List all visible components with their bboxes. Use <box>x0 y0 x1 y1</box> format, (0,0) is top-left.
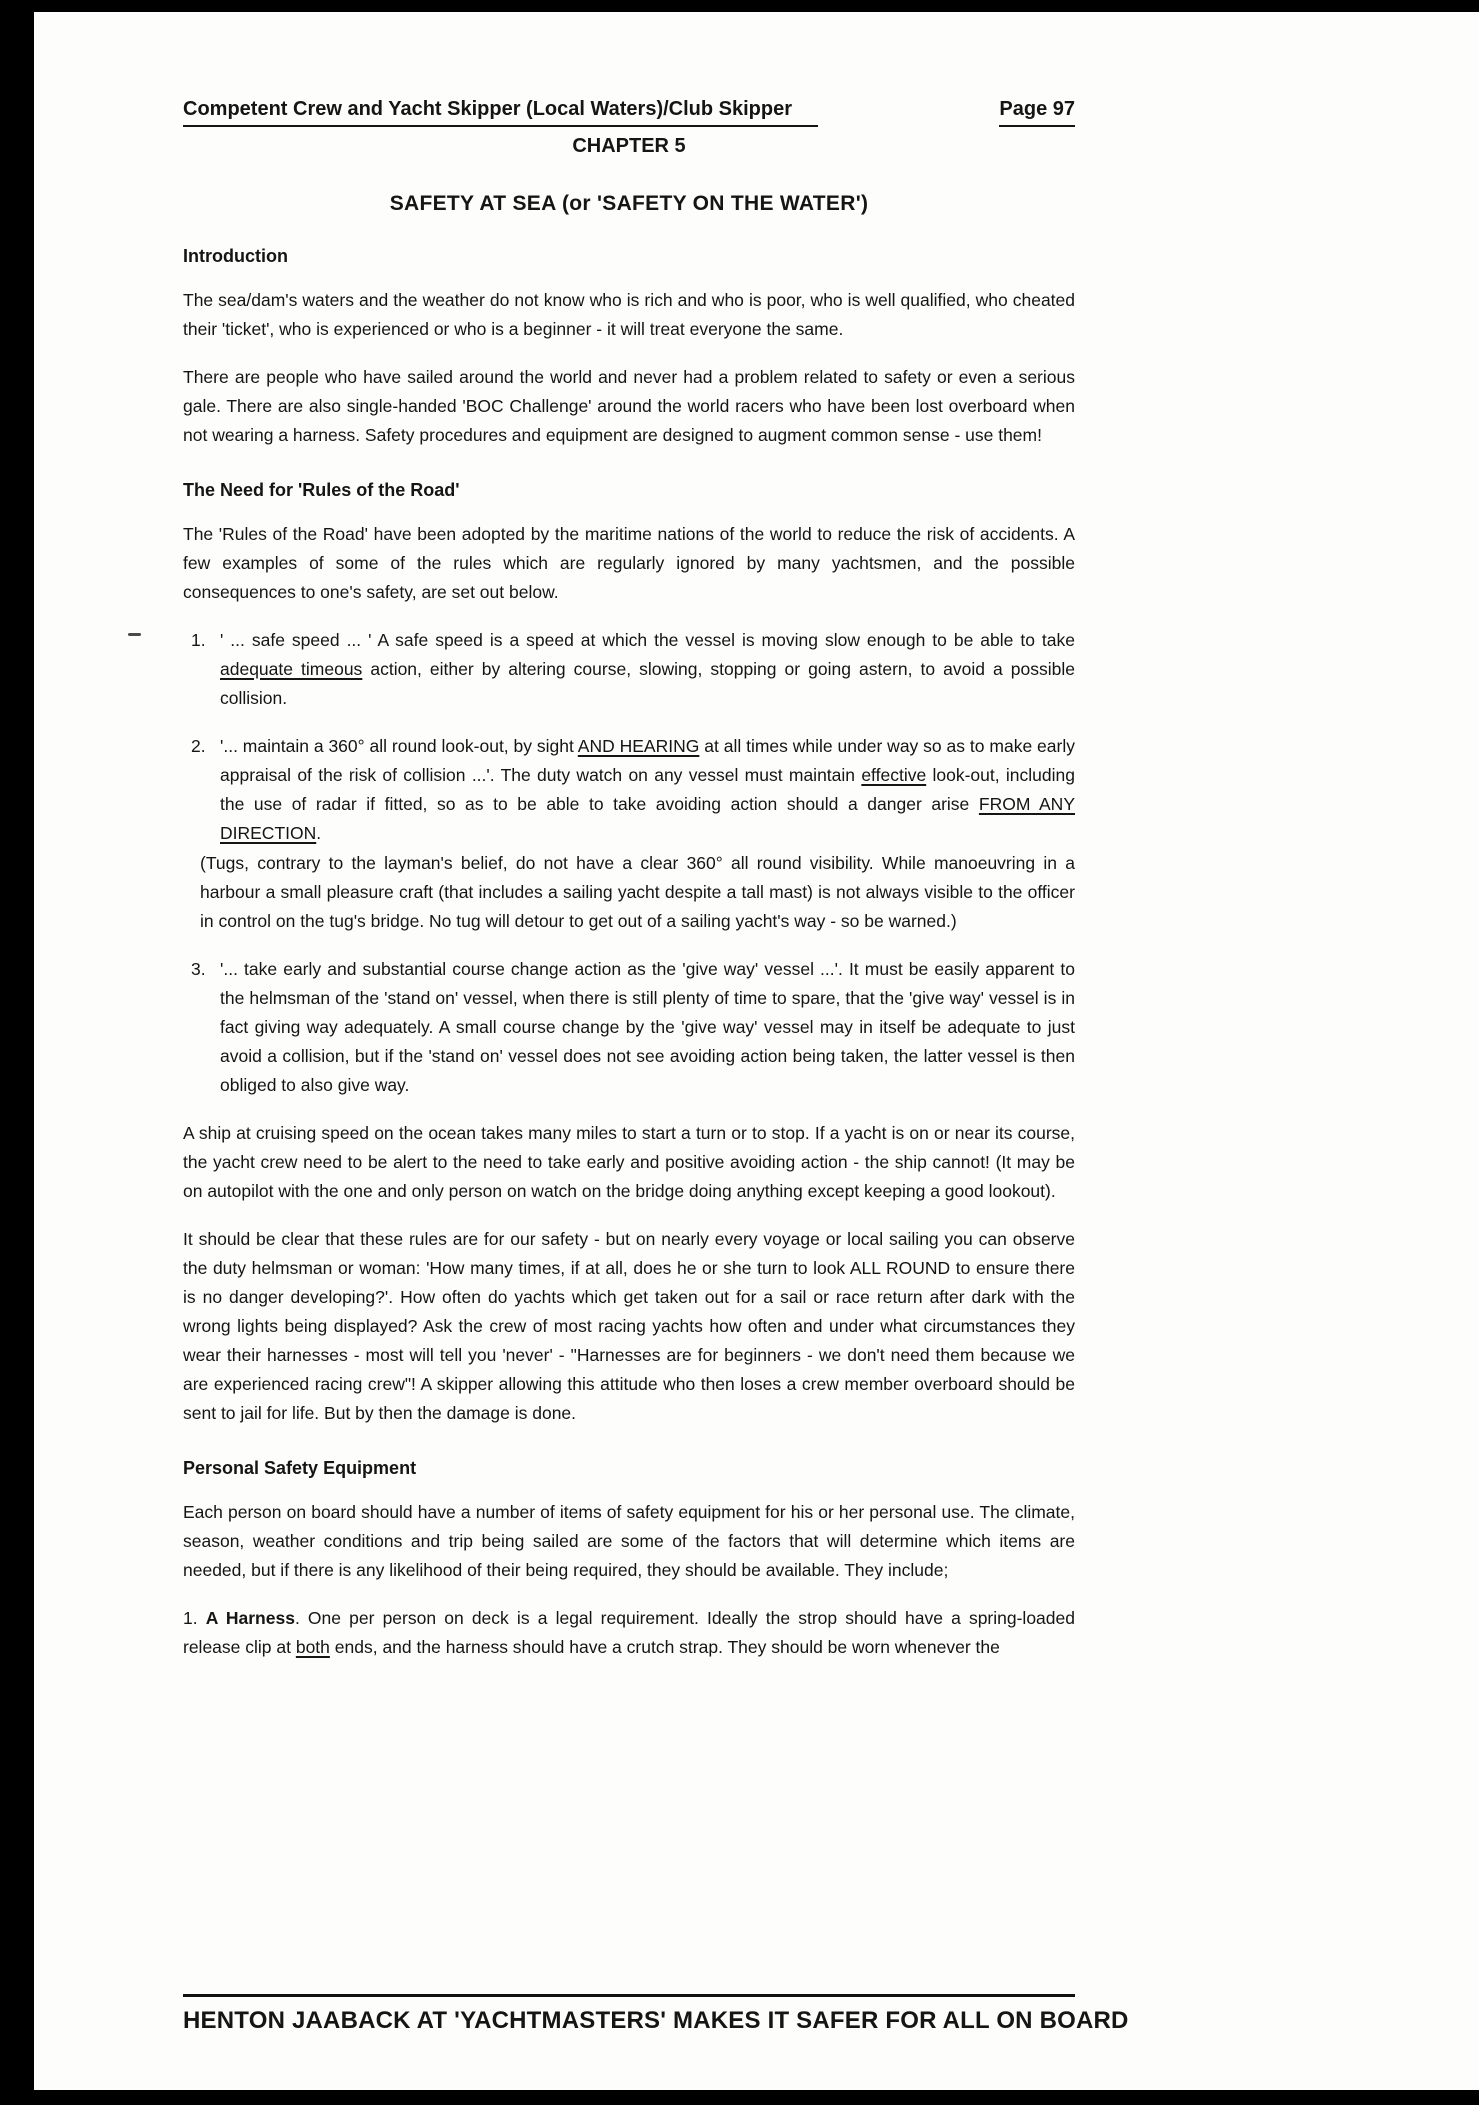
rule-item-3-text: '... take early and substantial course change action as the 'give way' vessel ...'. It must be easily apparent to the helmsman of the 'stand on' vessel, when there is still plenty of time to spare, that the 'give way' vessel is in fact giving way adequately. A small course change by the 'give way' vessel may in itself be adequate to just avoid a collision, but if the 'stand on' vessel does not see avoiding action being taken, the latter vessel is then obliged to also give way. <box>220 959 1075 1095</box>
rule-item-3-number: 3. <box>191 959 206 979</box>
running-header-title: Competent Crew and Yacht Skipper (Local Waters)/Club Skipper <box>183 98 818 127</box>
page-number: Page 97 <box>999 98 1075 127</box>
scan-edge-bottom <box>0 2090 1479 2105</box>
rule-item-2-number: 2. <box>191 736 206 756</box>
underlined-effective: effective <box>861 765 927 785</box>
footer-banner <box>183 1994 1129 2035</box>
rule-item-1-text-cont: action, either by altering course, slowing, stopping or going astern, to avoid a possible collision. <box>220 659 1075 708</box>
rule-item-3 <box>183 955 1075 1100</box>
underlined-from-any-direction: FROM ANY DIRECTION <box>220 794 1075 843</box>
underlined-both: both <box>295 1637 330 1657</box>
section-heading-introduction: Introduction <box>183 246 288 266</box>
rule-item-1-text: ' ... safe speed ... ' A safe speed is a speed at which the vessel is moving slow enough to be able to take <box>220 630 1075 650</box>
paragraph-ship-speed: A ship at cruising speed on the ocean takes many miles to start a turn or to stop. If a yacht is on or near its course, the yacht crew need to be alert to the need to take early and positive avoiding action - the ship cannot! (It may be on autopilot with the one and only person on watch on the bridge doing anything except keeping a good lookout). <box>183 1123 1075 1201</box>
page-header <box>183 98 1075 127</box>
paragraph-intro-1: The sea/dam's waters and the weather do not know who is rich and who is poor, who is well qualified, who cheated their 'ticket', who is experienced or who is a beginner - it will treat everyone the same. <box>183 290 1075 339</box>
underlined-adequate-timeous: adequate timeous <box>220 659 363 679</box>
harness-item-number: 1. <box>183 1608 206 1628</box>
rule-item-2-text-end: . <box>316 823 322 843</box>
rule-item-1 <box>183 626 1075 713</box>
rule-item-2-text-cont-1: at all times while under way so as to make early appraisal of the risk of collision ...'. The duty watch on any vessel must maintain <box>220 736 1075 785</box>
harness-item-text-end: ends, and the harness should have a crutch strap. They should be worn whenever the <box>329 1637 1000 1657</box>
paragraph-personal-lead: Each person on board should have a number of items of safety equipment for his or her personal use. The climate, season, weather conditions and trip being sailed are some of the factors that will determine which items are needed, but if there is any likelihood of their being required, they should be available. They include; <box>183 1502 1075 1580</box>
paragraph-observe-helmsman: It should be clear that these rules are for our safety - but on nearly every voyage or local sailing you can observe the duty helmsman or woman: 'How many times, if at all, does he or she turn to look ALL ROUND to ensure there is no danger developing?'. How often do yachts which get taken out for a sail or race return after dark with the wrong lights being displayed? Ask the crew of most racing yachts how often and under what circumstances they wear their harnesses - most will tell you 'never' - "Harnesses are for beginners - we don't need them because we are experienced racing crew"! A skipper allowing this attitude who then loses a crew member overboard should be sent to jail for life. But by then the damage is done. <box>183 1229 1075 1423</box>
underlined-and-hearing: AND HEARING <box>577 736 700 756</box>
page-content <box>183 98 1129 2035</box>
rule-item-2-text-cont-2: look-out, including the use of radar if fitted, so as to be able to take avoiding action should a danger arise <box>220 765 1075 814</box>
chapter-heading: CHAPTER 5 <box>572 135 686 157</box>
scan-artifact <box>128 633 141 636</box>
paragraph-rules-lead: The 'Rules of the Road' have been adopted by the maritime nations of the world to reduce the risk of accidents. A few examples of some of the rules which are regularly ignored by many yachtsmen, and the possible consequences to one's safety, are set out below. <box>183 524 1075 602</box>
document-title: SAFETY AT SEA (or 'SAFETY ON THE WATER') <box>389 192 869 215</box>
scan-edge-top <box>0 0 1479 12</box>
paragraph-harness <box>183 1604 1075 1662</box>
footer-text: HENTON JAABACK AT 'YACHTMASTERS' MAKES IT SAFER FOR ALL ON BOARD <box>183 2007 1129 2034</box>
harness-item-title: A Harness <box>205 1608 295 1628</box>
tug-note: (Tugs, contrary to the layman's belief, do not have a clear 360° all round visibility. While manoeuvring in a harbour a small pleasure craft (that includes a sailing yacht despite a tall mast) is not always visible to the officer in control on the tug's bridge. No tug will detour to get out of a sailing yacht's way - so be warned.) <box>200 853 1075 931</box>
paragraph-intro-2: There are people who have sailed around the world and never had a problem related to safety or even a serious gale. There are also single-handed 'BOC Challenge' around the world racers who have been lost overboard when not wearing a harness. Safety procedures and equipment are designed to augment common sense - use them! <box>183 367 1075 445</box>
rule-item-1-number: 1. <box>191 630 206 650</box>
rule-item-2-text: '... maintain a 360° all round look-out, by sight <box>220 736 578 756</box>
section-heading-personal-safety: Personal Safety Equipment <box>183 1458 417 1478</box>
rule-item-2 <box>183 732 1075 936</box>
scan-edge-left <box>0 0 34 2105</box>
section-heading-rules-of-the-road: The Need for 'Rules of the Road' <box>183 480 460 500</box>
harness-item-text: . One per person on deck is a legal requirement. Ideally the strop should have a spring-loaded release clip at <box>183 1608 1075 1657</box>
